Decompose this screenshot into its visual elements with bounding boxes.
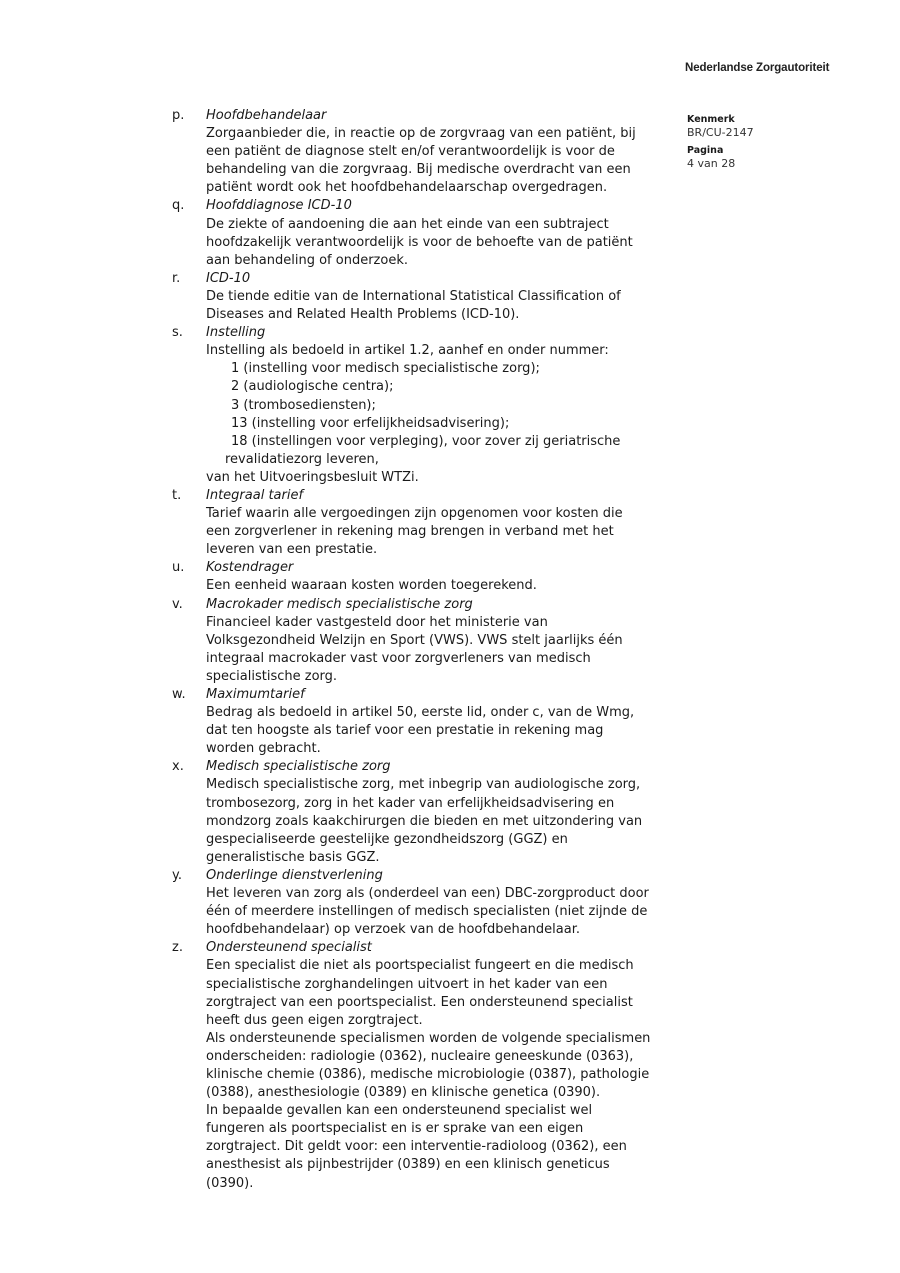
definition-letter: x. <box>172 759 184 775</box>
organization-name: Nederlandse Zorgautoriteit <box>685 62 830 74</box>
definition-term: Integraal tarief <box>206 487 304 503</box>
definition-letter: u. <box>172 560 185 576</box>
definition-z <box>172 939 677 1192</box>
definition-line: patiënt wordt ook het hoofdbehandelaarschap overgedragen. <box>206 180 608 196</box>
definition-term: Onderlinge dienstverlening <box>206 867 383 883</box>
definition-w <box>172 686 677 758</box>
definition-line: heeft dus geen eigen zorgtraject. <box>206 1012 423 1028</box>
definition-letter: y. <box>172 867 182 883</box>
sub-item: 13 (instelling voor erfelijkheidsadvisering); <box>231 415 510 431</box>
definition-line: Zorgaanbieder die, in reactie op de zorgvraag van een patiënt, bij <box>206 126 636 142</box>
definition-term: Macrokader medisch specialistische zorg <box>206 596 473 612</box>
definitions-list <box>172 107 677 1193</box>
definition-line: (0390). <box>206 1175 254 1191</box>
definition-line: fungeren als poortspecialist en is er sprake van een eigen <box>206 1121 584 1137</box>
definition-line: klinische chemie (0386), medische microbiologie (0387), pathologie <box>206 1066 650 1082</box>
definition-r <box>172 270 677 324</box>
definition-line: Volksgezondheid Welzijn en Sport (VWS). VWS stelt jaarlijks één <box>206 632 623 648</box>
definition-x <box>172 758 677 867</box>
definition-q <box>172 197 677 269</box>
definition-line: specialistische zorghandelingen uitvoert in het kader van een <box>206 976 608 992</box>
definition-line: Het leveren van zorg als (onderdeel van een) DBC-zorgproduct door <box>206 886 649 902</box>
definition-line: Een specialist die niet als poortspecialist fungeert en die medisch <box>206 958 634 974</box>
kenmerk-label: Kenmerk <box>687 114 735 125</box>
definition-line: generalistische basis GGZ. <box>206 849 380 865</box>
pagina-label: Pagina <box>687 145 724 156</box>
definition-line: zorgtraject. Dit geldt voor: een interventie-radioloog (0362), een <box>206 1139 627 1155</box>
definition-term: Kostendrager <box>206 560 294 576</box>
definition-line: Medisch specialistische zorg, met inbegrip van audiologische zorg, <box>206 777 641 793</box>
definition-line: Diseases and Related Health Problems (ICD-10). <box>206 307 520 323</box>
definition-line: worden gebracht. <box>206 741 321 757</box>
pagina-value: 4 van 28 <box>687 156 736 170</box>
definition-term: Ondersteunend specialist <box>206 940 372 956</box>
definition-line: dat ten hoogste als tarief voor een prestatie in rekening mag <box>206 723 604 739</box>
definition-line: zorgtraject van een poortspecialist. Een ondersteunend specialist <box>206 994 633 1010</box>
definition-line: integraal macrokader vast voor zorgverleners van medisch <box>206 650 591 666</box>
definition-term: ICD-10 <box>206 270 251 286</box>
sub-item: 18 (instellingen voor verpleging), voor zover zij geriatrische <box>231 433 621 449</box>
definition-letter: t. <box>172 487 182 503</box>
definition-letter: q. <box>172 198 185 214</box>
definition-letter: p. <box>172 108 185 123</box>
definition-line: een zorgverlener in rekening mag brengen in verband met het <box>206 524 614 540</box>
definition-line: (0388), anesthesiologie (0389) en klinische genetica (0390). <box>206 1085 601 1101</box>
kenmerk-value: BR/CU-2147 <box>687 125 754 139</box>
definition-term: Medisch specialistische zorg <box>206 759 391 775</box>
definition-line: aan behandeling of onderzoek. <box>206 252 408 268</box>
definition-line: mondzorg zoals kaakchirurgen die bieden en met uitzondering van <box>206 813 643 829</box>
definition-term: Hoofdbehandelaar <box>206 108 327 123</box>
definition-line: Bedrag als bedoeld in artikel 50, eerste lid, onder c, van de Wmg, <box>206 705 635 721</box>
sub-item: 3 (trombosediensten); <box>231 397 376 413</box>
definition-letter: z. <box>172 940 183 956</box>
definition-term: Hoofddiagnose ICD-10 <box>206 198 352 214</box>
definition-v <box>172 596 677 686</box>
definition-letter: w. <box>172 687 186 702</box>
definition-line: Een eenheid waaraan kosten worden toegerekend. <box>206 578 537 594</box>
definition-line: gespecialiseerde geestelijke gezondheidszorg (GGZ) en <box>206 831 568 847</box>
definition-letter: r. <box>172 270 181 286</box>
definition-line: In bepaalde gevallen kan een ondersteunend specialist wel <box>206 1103 593 1119</box>
definition-closing: van het Uitvoeringsbesluit WTZi. <box>206 469 419 485</box>
definition-line: hoofdbehandelaar) op verzoek van de hoofdbehandelaar. <box>206 922 580 938</box>
definition-line: een patiënt de diagnose stelt en/of verantwoordelijk is voor de <box>206 144 615 160</box>
definition-line: De tiende editie van de International Statistical Classification of <box>206 288 621 304</box>
definition-p <box>172 107 677 197</box>
definition-line: Als ondersteunende specialismen worden de volgende specialismen <box>206 1030 651 1046</box>
definition-letter: v. <box>172 596 183 612</box>
definition-y <box>172 867 677 939</box>
definition-line: Instelling als bedoeld in artikel 1.2, aanhef en onder nummer: <box>206 343 609 359</box>
document-meta <box>687 114 754 176</box>
definition-s <box>172 324 677 487</box>
definition-line: Financieel kader vastgesteld door het ministerie van <box>206 614 548 630</box>
definition-term: Instelling <box>206 325 266 341</box>
definition-term: Maximumtarief <box>206 687 305 702</box>
definition-line: behandeling van die zorgvraag. Bij medische overdracht van een <box>206 162 631 178</box>
definition-line: hoofdzakelijk verantwoordelijk is voor de behoefte van de patiënt <box>206 234 633 250</box>
definition-t <box>172 487 677 559</box>
sub-item: 2 (audiologische centra); <box>231 379 394 395</box>
definition-u <box>172 559 677 595</box>
sub-item-continuation: revalidatiezorg leveren, <box>225 451 379 467</box>
definition-line: leveren van een prestatie. <box>206 542 378 558</box>
definition-line: één of meerdere instellingen of medisch specialisten (niet zijnde de <box>206 904 648 920</box>
definition-line: Tarief waarin alle vergoedingen zijn opgenomen voor kosten die <box>206 506 623 522</box>
definition-line: De ziekte of aandoening die aan het einde van een subtraject <box>206 216 609 232</box>
sub-item: 1 (instelling voor medisch specialistische zorg); <box>231 361 540 377</box>
definition-line: anesthesist als pijnbestrijder (0389) en een klinisch geneticus <box>206 1157 610 1173</box>
definition-letter: s. <box>172 325 183 341</box>
definition-line: specialistische zorg. <box>206 668 338 684</box>
definition-line: onderscheiden: radiologie (0362), nucleaire geneeskunde (0363), <box>206 1048 634 1064</box>
definition-line: trombosezorg, zorg in het kader van erfelijkheidsadvisering en <box>206 795 615 811</box>
